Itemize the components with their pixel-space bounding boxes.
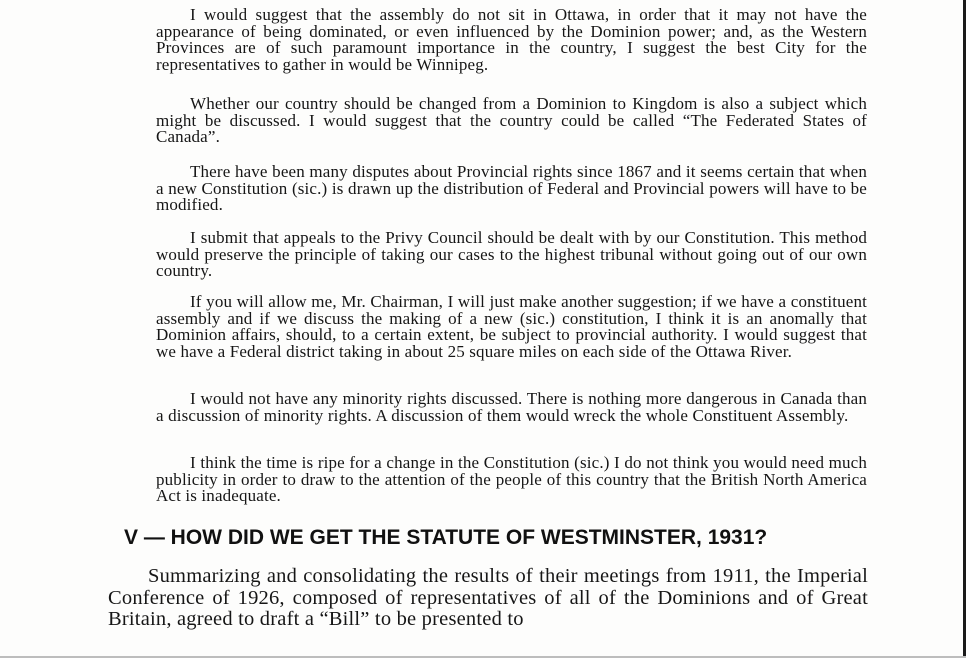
paragraph-privy-council [156, 230, 867, 280]
paragraph-text: I think the time is ripe for a change in the Constitution (sic.) I do not think you would need much publicity in order to draw to the attention of the people of this country that the British North America Act is inadequate. [156, 453, 867, 506]
paragraph-text: I would not have any minority rights discussed. There is nothing more dangerous in Canada than a discussion of minority rights. A discussion of them would wreck the whole Constituent Assembly. [156, 389, 867, 425]
paragraph-text: Whether our country should be changed from a Dominion to Kingdom is also a subject which might be discussed. I would suggest that the country could be called “The Federated States of Canada”. [156, 94, 867, 147]
section-heading: V — HOW DID WE GET THE STATUTE OF WESTMINSTER, 1931? [124, 526, 768, 549]
paragraph-federal-district [156, 294, 867, 360]
paragraph-winnipeg [156, 7, 867, 73]
paragraph-text: I submit that appeals to the Privy Council should be dealt with by our Constitution. This method would preserve the principle of taking our cases to the highest tribunal without going out of our own country. [156, 228, 867, 281]
paragraph-kingdom [156, 96, 867, 146]
section-intro-text: Summarizing and consolidating the results of their meetings from 1911, the Imperial Conference of 1926, composed of representatives of all of the Dominions and of Great Britain, agreed to draft a “Bill” to be presented to [108, 565, 868, 630]
paragraph-text: I would suggest that the assembly do not sit in Ottawa, in order that it may not have the appearance of being dominated, or even influenced by the Dominion power; and, as the Western Provinces are of such paramount importance in the country, I suggest the best City for the representatives to gather in would be Winnipeg. [156, 5, 867, 74]
paragraph-minority-rights [156, 391, 867, 424]
paragraph-provincial-rights [156, 164, 867, 214]
section-intro-paragraph [108, 566, 868, 631]
paragraph-text: There have been many disputes about Provincial rights since 1867 and it seems certain that when a new Constitution (sic.) is drawn up the distribution of Federal and Provincial powers will have to be modified. [156, 162, 867, 215]
paragraph-constitution-change [156, 455, 867, 505]
paragraph-text: If you will allow me, Mr. Chairman, I will just make another suggestion; if we have a constituent assembly and if we discuss the making of a new (sic.) constitution, I think it is an anomally that Dominion affairs, should, to a certain extent, be subject to provincial authority. I would suggest that we have a Federal district taking in about 25 square miles on each side of the Ottawa River. [156, 292, 867, 361]
